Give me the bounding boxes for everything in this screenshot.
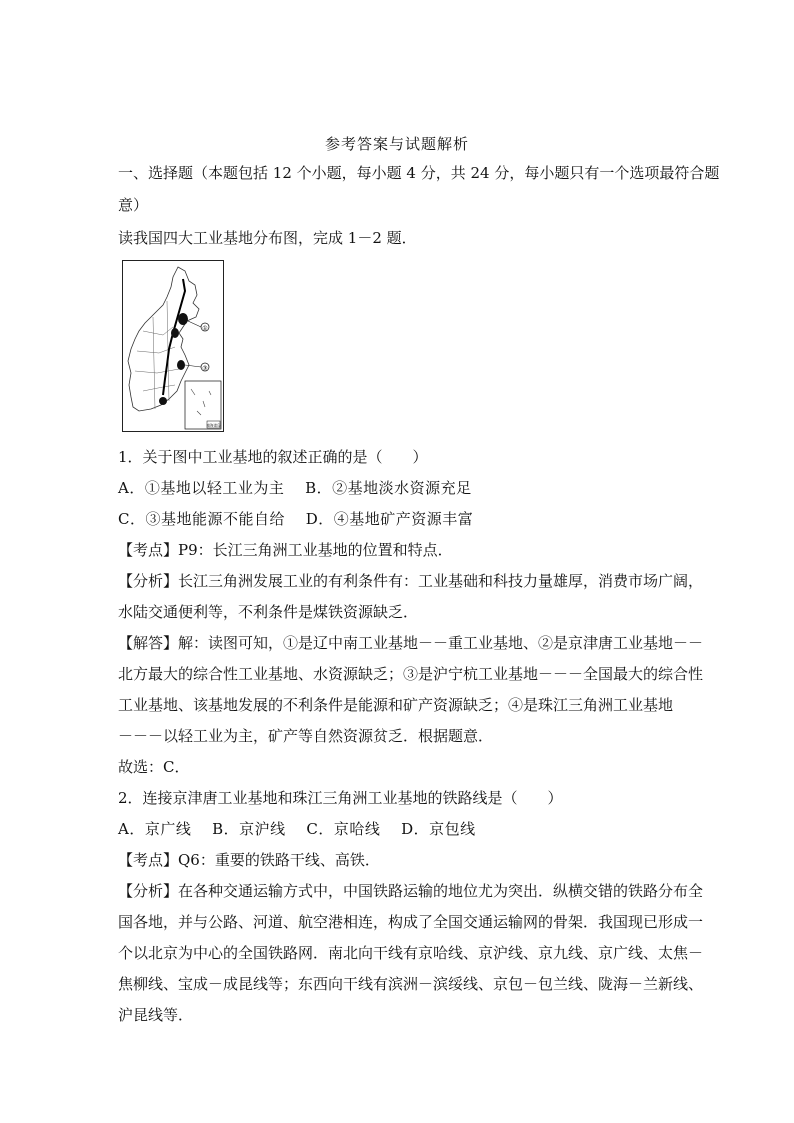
marker-3-label: ③ [202,365,208,372]
q2-stem: 2．连接京津唐工业基地和珠江三角洲工业基地的铁路线是（ ） [118,789,563,807]
marker-1-label: ① [202,325,208,332]
q2-fenxi-line2: 国各地，并与公路、河道、航空港相连，构成了全国交通运输网的骨架．我国现已形成一 [118,913,704,931]
china-industrial-map [122,260,224,432]
leader-line-1 [188,321,201,327]
inset-caption: 南海诸岛 [206,423,221,428]
q2-fenxi-line3: 个以北京为中心的全国铁路网．南北向干线有京哈线、京沪线、京九线、京广线、太焦－ [118,944,704,962]
leader-line-3 [185,365,201,367]
question-intro: 读我国四大工业基地分布图，完成 1－2 题． [118,229,417,247]
q2-kaodian: 【考点】Q6：重要的铁路干线、高铁． [118,851,380,869]
q2-fenxi-line4: 焦柳线、宝成－成昆线等；东西向干线有滨洲－滨绥线、京包－包兰线、陇海－兰新线、 [118,975,704,993]
q1-answer: 故选：C． [118,758,190,776]
q1-jieda-line4: －－－以轻工业为主，矿产等自然资源贫乏．根据题意． [118,727,494,745]
q1-kaodian: 【考点】P9：长江三角洲工业基地的位置和特点． [118,541,453,559]
base-huninghang [177,360,185,370]
q1-jieda-line2: 北方最大的综合性工业基地、水资源缺乏；③是沪宁杭工业基地－－－全国最大的综合性 [118,665,704,683]
q1-fenxi-line2: 水陆交通便利等，不利条件是煤铁资源缺乏． [118,603,419,621]
section-heading-line1: 一、选择题（本题包括 12 个小题，每小题 4 分，共 24 分，每小题只有一个选项最符合题 [118,164,720,182]
page-title: 参考答案与试题解析 [324,135,469,153]
q2-fenxi-line5: 沪昆线等． [118,1006,194,1024]
q2-fenxi-line1: 【分析】在各种交通运输方式中，中国铁路运输的地位尤为突出．纵横交错的铁路分布全 [118,882,704,900]
q1-fenxi-line1: 【分析】长江三角洲发展工业的有利条件有：工业基础和科技力量雄厚，消费市场广阔， [118,572,704,590]
q1-jieda-line3: 工业基地、该基地发展的不利条件是能源和矿产资源缺乏；④是珠江三角洲工业基地 [118,696,674,714]
section-heading-line2: 意） [118,196,149,214]
base-liaozhongnan [178,313,188,325]
q1-options-cd: C．③基地能源不能自给 D．④基地矿产资源丰富 [118,510,474,528]
q2-options: A．京广线 B．京沪线 C．京哈线 D．京包线 [118,820,476,838]
q1-options-ab: A．①基地以轻工业为主 B．②基地淡水资源充足 [118,479,472,497]
q1-stem: 1．关于图中工业基地的叙述正确的是（ ） [118,448,428,466]
base-zhujiang [159,397,167,405]
province-borders [135,301,179,409]
q1-jieda-line1: 【解答】解：读图可知，①是辽中南工业基地－－重工业基地、②是京津唐工业基地－－ [118,634,704,652]
base-jingjintang [171,328,179,338]
map-drawing [123,261,223,431]
